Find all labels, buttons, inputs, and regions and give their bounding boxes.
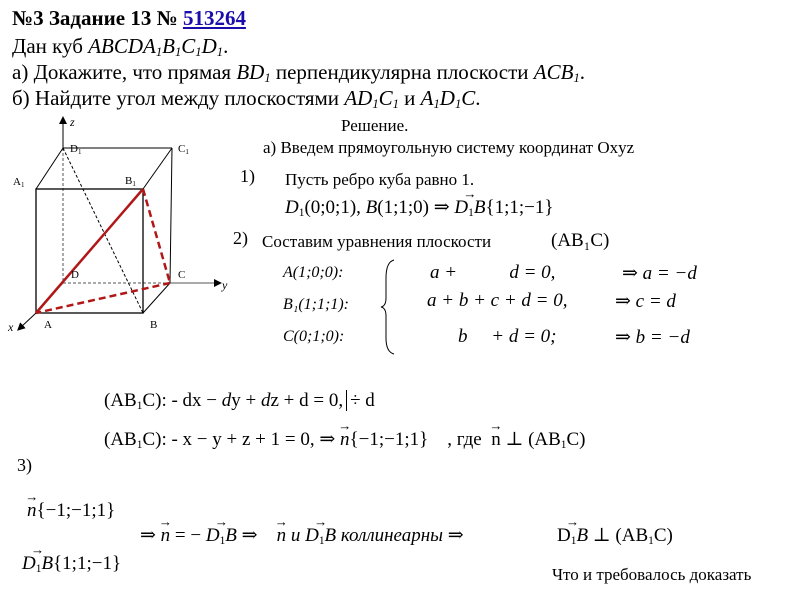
step1-number: 1) (240, 166, 255, 186)
svg-text:B1: B1 (125, 175, 136, 188)
step2-text: Составим уравнения плоскости (262, 232, 492, 251)
svg-text:B: B (150, 319, 158, 331)
svg-text:C1: C1 (178, 143, 189, 156)
collinearity-conclusion: ⇒ → n = − → $D_1B$ ⇒ → n $и \to D_1B$ коллинеарны ⇒ (140, 524, 464, 547)
plane-equation-normalized: $(AB_1C)$: - x − y + z + 1 = 0, ⇒ → n{−1;−1;1} , где → n ⊥ $(AB_1C)$ (104, 428, 586, 451)
final-statement: → $D_1B$ ⊥ $(AB_1C)$ (557, 524, 673, 547)
problem-number: №3 Задание 13 № (12, 6, 178, 30)
axis-x-label: x (8, 320, 14, 334)
equation-3: b + d = 0; (458, 326, 557, 347)
part-a-text: а) Докажите, что прямая $BD_1$ перпендикулярна плоскости $ACB_1$. (12, 60, 586, 86)
result-2: ⇒ c = d (615, 291, 676, 312)
cube-figure (0, 110, 240, 345)
svg-text:A: A (44, 319, 52, 331)
normal-vector: → n{−1;−1;1} (27, 500, 115, 522)
problem-link[interactable]: 513264 (182, 6, 246, 30)
step3-number: 3) (17, 455, 32, 475)
step1-text: Пусть ребро куба равно 1. (285, 170, 475, 189)
svg-text:D1: D1 (70, 143, 82, 156)
qed-text: Что и требовалось доказать (552, 565, 752, 584)
part-b-text: б) Найдите угол между плоскостями $AD_1C_1$ и $A_1D_1C$. (12, 86, 481, 112)
result-1: ⇒ a = −d (622, 263, 697, 284)
axis-y-label: y (222, 278, 228, 292)
plane-equation-general: $(AB_1C)$: - dx − dy + dz + d = 0, ÷ d (104, 390, 375, 412)
svg-text:A1: A1 (13, 176, 25, 189)
point-a: A(1;0;0): (283, 264, 344, 281)
point-c: C(0;1;0): (283, 328, 345, 345)
problem-title (12, 6, 246, 31)
svg-text:C: C (178, 269, 186, 281)
solution-heading: Решение. (341, 116, 409, 135)
point-b1: B₁(1;1;1): (283, 296, 349, 313)
solution-intro: а) Введем прямоугольную систему координат Oxyz (263, 138, 635, 157)
svg-text:D: D (71, 269, 79, 281)
condition-text: Дан куб $ABCDA_1B_1C_1D_1$. (12, 34, 229, 60)
step2-plane: (AB₁C) (551, 230, 610, 251)
step2-number: 2) (233, 228, 248, 248)
d1b-vector: → $D_1B\{1;1;-1\}$ (22, 553, 121, 575)
step1-coords: $D_1(0;0;1)$, B(1;1;0) ⇒ → $D_1B\{1;1;-1\}$ (285, 196, 553, 219)
equation-1: a + d = 0, (430, 262, 556, 283)
equation-2: a + b + c + d = 0, (427, 290, 568, 311)
axis-z-label: z (70, 115, 75, 129)
system-brace (380, 258, 400, 356)
result-3: ⇒ b = −d (615, 327, 690, 348)
